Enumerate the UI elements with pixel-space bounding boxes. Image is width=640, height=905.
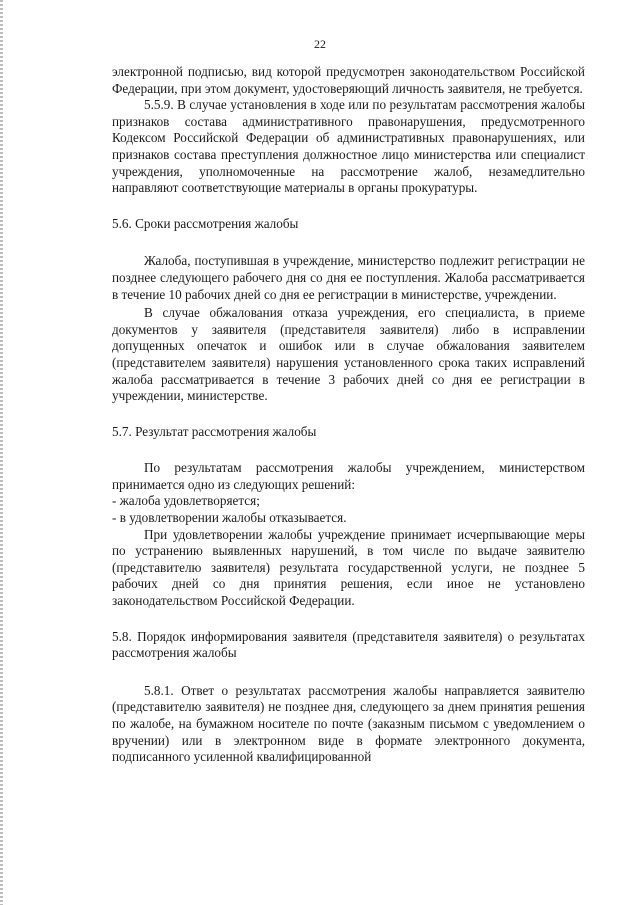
paragraph-measures: При удовлетворении жалобы учреждение принимает исчерпывающие меры по устранению выявленных нарушений, в том числе по выдаче заявителю (представителю заявителя) результата государственной услуги, не позднее 5 рабочих дней со дня принятия решения, если иное не установлено законодательством Российской Федерации.	[112, 526, 585, 609]
paragraph-registration: Жалоба, поступившая в учреждение, министерство подлежит регистрации не позднее следующего рабочего дня со дня ее поступления. Жалоба рассматривается в течение 10 рабочих дней со дня ее регистрации в министерстве, учреждении.	[112, 253, 585, 302]
section-heading-5-6: 5.6. Сроки рассмотрения жалобы	[112, 215, 299, 231]
paragraph-decisions: По результатам рассмотрения жалобы учреждением, министерством принимается одно из следующих решений:	[112, 460, 585, 492]
paragraph-continuation: электронной подписью, вид которой предусмотрен законодательством Российской Федерации, при этом документ, удостоверяющий личность заявителя, не требуется.	[112, 64, 585, 96]
list-item-satisfied: - жалоба удовлетворяется;	[112, 493, 260, 509]
section-heading-5-8: 5.8. Порядок информирования заявителя (представителя заявителя) о результатах рассмотрения жалобы	[112, 628, 585, 661]
paragraph-5-5-9: 5.5.9. В случае установления в ходе или по результатам рассмотрения жалобы признаков состава административного правонарушения, предусмотренного Кодексом Российской Федерации об административных правонарушениях, или признаков состава преступления должностное лицо министерства или специалист учреждения, уполномоченные на рассмотрение жалоб, незамедлительно направляют соответствующие материалы в органы прокуратуры.	[112, 97, 585, 196]
page-number: 22	[314, 37, 326, 51]
paragraph-5-8-1: 5.8.1. Ответ о результатах рассмотрения жалобы направляется заявителю (представителю заявителя) не позднее дня, следующего за днем принятия решения по жалобе, на бумажном носителе по почте (заказным письмом с уведомлением о вручении) или в электронном виде в формате электронного документа, подписанного усиленной квалифицированной	[112, 682, 585, 765]
scan-edge	[0, 0, 3, 905]
paragraph-refusal-appeal: В случае обжалования отказа учреждения, его специалиста, в приеме документов у заявителя (представителя заявителя) либо в исправлении допущенных опечаток и ошибок или в случае обжалования заявителем (представителем заявителя) нарушения установленного срока таких исправлений жалоба рассматривается в течение 3 рабочих дней со дня ее регистрации в учреждении, министерстве.	[112, 305, 585, 404]
section-heading-5-7: 5.7. Результат рассмотрения жалобы	[112, 423, 317, 439]
list-item-refused: - в удовлетворении жалобы отказывается.	[112, 510, 347, 526]
document-body	[112, 64, 585, 766]
